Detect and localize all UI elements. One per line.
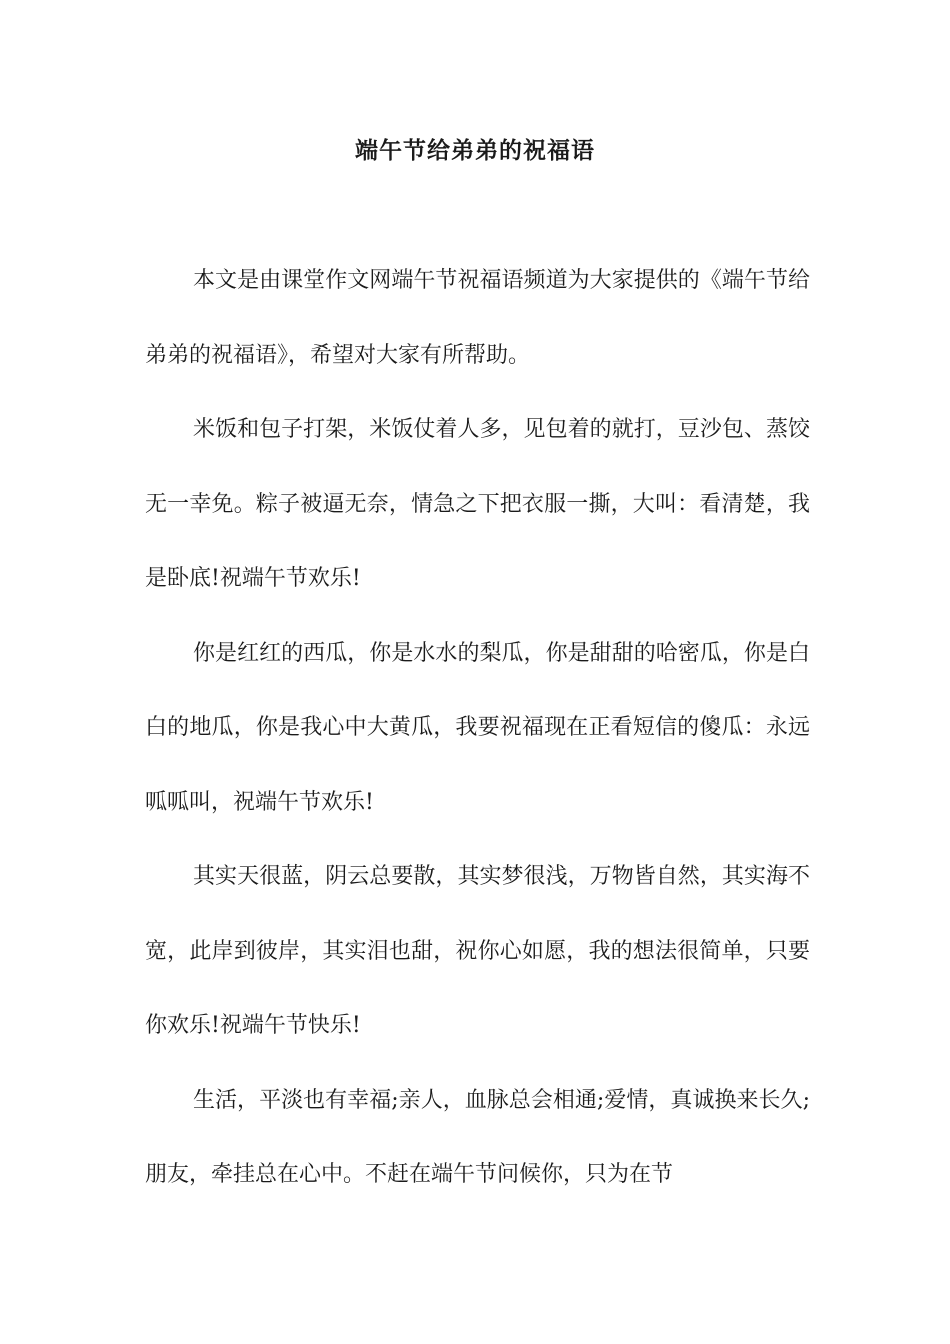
paragraph-life: 生活，平淡也有幸福;亲人，血脉总会相通;爱情，真诚换来长久;朋友，牵挂总在心中。不赶在端午节问候你，只为在节 (145, 1087, 810, 1187)
document-body (145, 244, 810, 1213)
paragraph-rice-dumpling: 米饭和包子打架，米饭仗着人多，见包着的就打，豆沙包、蒸饺无一幸免。粽子被逼无奈，情急之下把衣服一撕，大叫：看清楚，我是卧底!祝端午节欢乐! (145, 417, 810, 591)
document-title: 端午节给弟弟的祝福语 (355, 137, 595, 164)
paragraph-melons: 你是红红的西瓜，你是水水的梨瓜，你是甜甜的哈密瓜，你是白白的地瓜，你是我心中大黄瓜，我要祝福现在正看短信的傻瓜：永远呱呱叫，祝端午节欢乐! (145, 640, 810, 815)
paragraph-blue-sky: 其实天很蓝，阴云总要散，其实梦很浅，万物皆自然，其实海不宽，此岸到彼岸，其实泪也甜，祝你心如愿，我的想法很简单，只要你欢乐!祝端午节快乐! (145, 864, 810, 1038)
paragraph-intro: 本文是由课堂作文网端午节祝福语频道为大家提供的《端午节给弟弟的祝福语》，希望对大家有所帮助。 (145, 268, 810, 368)
